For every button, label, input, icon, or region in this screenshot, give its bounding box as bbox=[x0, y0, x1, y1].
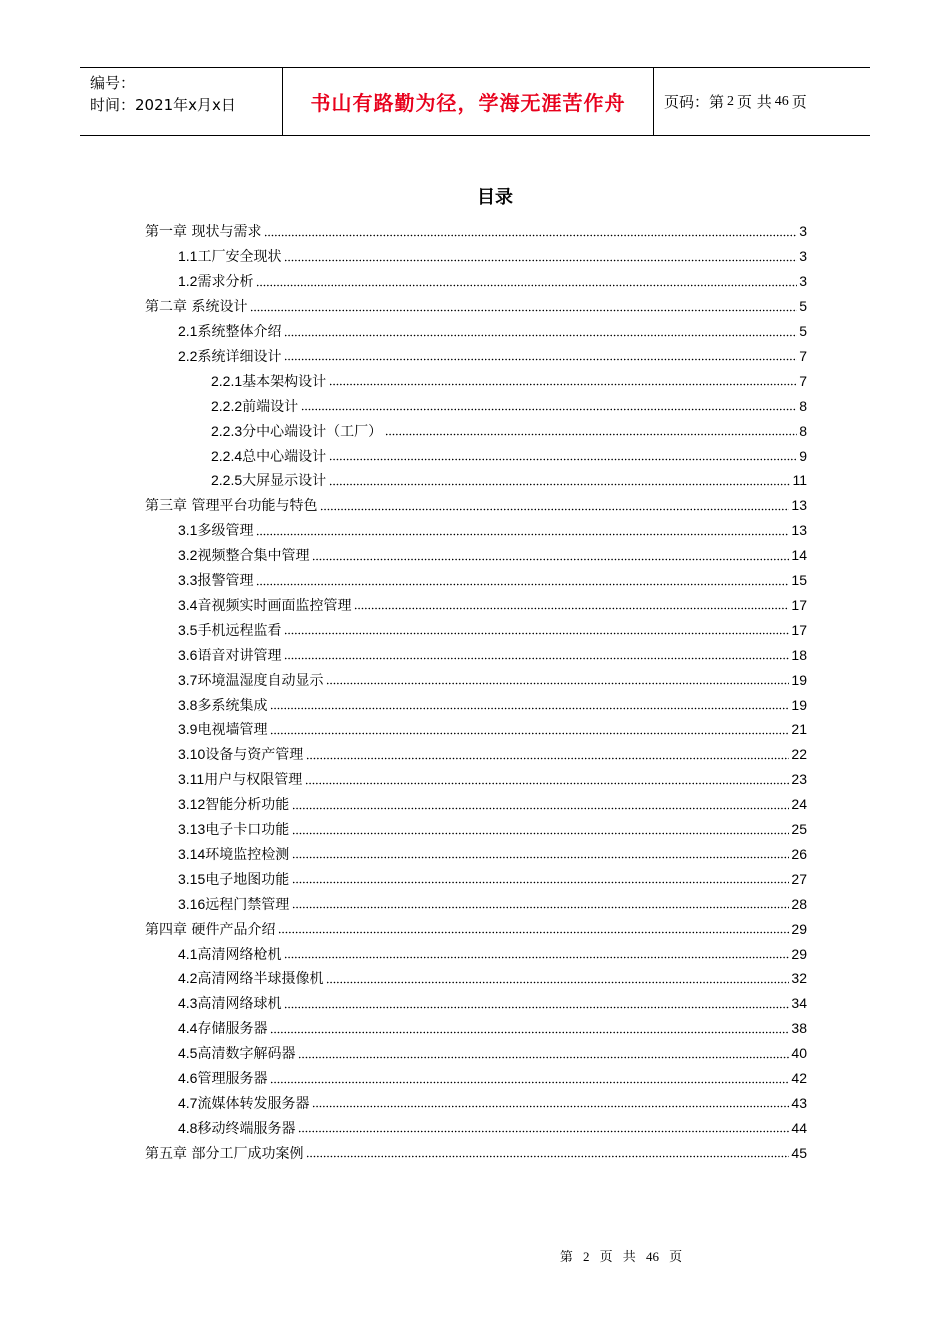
serial-label: 编号： bbox=[90, 74, 136, 92]
toc-entry-page: 45 bbox=[791, 1144, 807, 1161]
toc-entry-number: 3.8 bbox=[178, 696, 198, 713]
toc-dot-leader bbox=[292, 856, 789, 859]
toc-entry-number: 3.7 bbox=[178, 671, 198, 688]
toc-entry-page: 13 bbox=[791, 522, 807, 539]
footer-page: 2 bbox=[583, 1249, 590, 1264]
toc-entry-text: 第二章 系统设计 bbox=[145, 299, 248, 316]
toc-entry-number: 3.11 bbox=[178, 771, 205, 788]
toc-entry-text: 高清网络球机 bbox=[197, 996, 282, 1013]
toc-entry-text: 视频整合集中管理 bbox=[197, 548, 310, 565]
toc-dot-leader bbox=[270, 1081, 789, 1084]
toc-entry[interactable] bbox=[211, 368, 807, 393]
toc-entry-text: 流媒体转发服务器 bbox=[197, 1095, 310, 1112]
toc-entry-page: 28 bbox=[791, 895, 807, 912]
toc-entry-number: 2.2 bbox=[178, 347, 198, 364]
toc-dot-leader bbox=[292, 906, 789, 909]
toc-entry-page: 43 bbox=[791, 1094, 807, 1111]
toc-dot-leader bbox=[292, 807, 789, 810]
toc-entry-number: 1.2 bbox=[178, 273, 198, 290]
toc-entry-label bbox=[178, 670, 324, 690]
toc-entry-text: 第三章 管理平台功能与特色 bbox=[145, 498, 318, 515]
header-page-mid: 页 共 bbox=[737, 93, 772, 111]
toc-entry-page: 29 bbox=[791, 945, 807, 962]
toc-dot-leader bbox=[250, 309, 797, 312]
toc-entry-text: 系统整体介绍 bbox=[197, 324, 282, 341]
toc-dot-leader bbox=[292, 832, 789, 835]
toc-entry-text: 管理服务器 bbox=[197, 1071, 268, 1088]
toc-dot-leader bbox=[284, 657, 789, 660]
toc-entry-text: 高清网络枪机 bbox=[197, 946, 282, 963]
footer-prefix: 第 bbox=[559, 1250, 573, 1265]
toc-entry[interactable] bbox=[145, 294, 807, 319]
toc-dot-leader bbox=[306, 757, 789, 760]
toc-entry-page: 25 bbox=[791, 821, 807, 838]
toc-entry-text: 环境温湿度自动显示 bbox=[197, 672, 324, 689]
toc-entry-number: 2.2.4 bbox=[211, 447, 243, 464]
toc-entry[interactable] bbox=[178, 767, 807, 792]
toc-entry[interactable] bbox=[145, 493, 807, 518]
toc-entry-number: 2.2.2 bbox=[211, 397, 243, 414]
toc-dot-leader bbox=[329, 458, 797, 461]
toc-entry-label bbox=[178, 968, 324, 988]
toc-dot-leader bbox=[329, 483, 790, 486]
toc-entry-text: 电子卡口功能 bbox=[205, 822, 290, 839]
toc-entry[interactable] bbox=[178, 269, 807, 294]
toc-entry-text: 音视频实时画面监控管理 bbox=[197, 597, 352, 614]
toc-entry-text: 设备与资产管理 bbox=[205, 747, 304, 764]
toc-entry-text: 环境监控检测 bbox=[205, 846, 290, 863]
toc-entry[interactable] bbox=[178, 518, 807, 543]
toc-entry-label bbox=[145, 495, 318, 515]
toc-entry-label bbox=[211, 371, 327, 391]
toc-entry-label bbox=[178, 1068, 268, 1088]
toc-entry-page: 42 bbox=[791, 1070, 807, 1087]
toc-dot-leader bbox=[256, 533, 789, 536]
toc-entry-label bbox=[178, 744, 304, 764]
toc-dot-leader bbox=[354, 607, 789, 610]
toc-entry[interactable] bbox=[178, 1041, 807, 1066]
toc-entry[interactable] bbox=[178, 593, 807, 618]
toc-entry[interactable] bbox=[178, 866, 807, 891]
toc-entry[interactable] bbox=[178, 617, 807, 642]
toc-entry-number: 3.12 bbox=[178, 796, 206, 813]
footer-suffix: 页 bbox=[669, 1250, 683, 1265]
time-label: 时间：2021年x月x日 bbox=[90, 96, 236, 114]
toc-entry-page: 13 bbox=[791, 497, 807, 514]
toc-dot-leader bbox=[264, 234, 797, 237]
toc-entry[interactable] bbox=[178, 941, 807, 966]
toc-dot-leader bbox=[320, 508, 789, 511]
toc-entry[interactable] bbox=[178, 642, 807, 667]
toc-title: 目录 bbox=[477, 187, 513, 208]
toc-dot-leader bbox=[284, 632, 789, 635]
toc-entry-label bbox=[178, 944, 282, 964]
toc-dot-leader bbox=[312, 558, 789, 561]
toc-entry-number: 2.2.1 bbox=[211, 372, 243, 389]
toc-entry-label bbox=[178, 1043, 296, 1063]
toc-entry-number: 4.7 bbox=[178, 1094, 198, 1111]
header-page-info bbox=[654, 68, 870, 135]
toc-entry[interactable] bbox=[211, 468, 807, 493]
toc-entry-label bbox=[178, 570, 254, 590]
toc-entry-label bbox=[178, 869, 290, 889]
toc-dot-leader bbox=[270, 707, 789, 710]
toc-dot-leader bbox=[270, 732, 789, 735]
toc-entry[interactable] bbox=[178, 792, 807, 817]
toc-entry-page: 22 bbox=[791, 746, 807, 763]
toc-entry-page: 24 bbox=[791, 796, 807, 813]
toc-entry-page: 14 bbox=[791, 547, 807, 564]
toc-entry[interactable] bbox=[178, 1016, 807, 1041]
toc-dot-leader bbox=[385, 433, 797, 436]
toc-entry[interactable] bbox=[178, 1091, 807, 1116]
toc-entry-page: 29 bbox=[791, 920, 807, 937]
toc-entry[interactable] bbox=[178, 344, 807, 369]
toc-entry[interactable] bbox=[178, 742, 807, 767]
toc-entry-number: 2.2.5 bbox=[211, 472, 243, 489]
header-page-prefix: 页码：第 bbox=[664, 93, 725, 111]
toc-entry-text: 系统详细设计 bbox=[197, 348, 282, 365]
toc-entry-page: 19 bbox=[791, 696, 807, 713]
toc-entry-text: 第四章 硬件产品介绍 bbox=[145, 921, 276, 938]
footer-total: 46 bbox=[645, 1249, 659, 1264]
toc-entry[interactable] bbox=[211, 418, 807, 443]
toc-entry-page: 38 bbox=[791, 1020, 807, 1037]
toc-entry-label bbox=[211, 470, 327, 490]
toc-entry-number: 3.15 bbox=[178, 870, 206, 887]
toc-entry-text: 报警管理 bbox=[197, 573, 254, 590]
toc-entry-label bbox=[178, 794, 290, 814]
toc-entry-text: 高清网络半球摄像机 bbox=[197, 971, 324, 988]
toc-entry-number: 4.8 bbox=[178, 1119, 198, 1136]
page-header bbox=[80, 67, 870, 136]
toc-entry-page: 17 bbox=[791, 621, 807, 638]
toc-entry-text: 前端设计 bbox=[242, 398, 299, 415]
toc-entry[interactable] bbox=[178, 891, 807, 916]
toc-entry-text: 分中心端设计（工厂） bbox=[242, 423, 383, 440]
toc-entry-text: 需求分析 bbox=[197, 274, 254, 291]
toc-entry-text: 移动终端服务器 bbox=[197, 1120, 296, 1137]
header-page-num: 2 bbox=[727, 93, 735, 109]
toc-entry-page: 26 bbox=[791, 845, 807, 862]
toc-entry-number: 4.1 bbox=[178, 945, 198, 962]
toc-entry-page: 27 bbox=[791, 870, 807, 887]
toc-entry-page: 17 bbox=[791, 596, 807, 613]
toc-entry-page: 9 bbox=[799, 447, 807, 464]
toc-entry-page: 23 bbox=[791, 771, 807, 788]
toc-entry-page: 15 bbox=[791, 572, 807, 589]
toc-entry-number: 3.3 bbox=[178, 572, 198, 589]
toc-entry-text: 多系统集成 bbox=[197, 697, 268, 714]
toc-entry-label bbox=[145, 1143, 304, 1163]
toc-entry-label bbox=[211, 446, 327, 466]
toc-entry-number: 4.3 bbox=[178, 995, 198, 1012]
toc-entry-label bbox=[178, 1018, 268, 1038]
toc-entry[interactable] bbox=[178, 842, 807, 867]
toc-dot-leader bbox=[326, 981, 789, 984]
toc-entry-text: 电子地图功能 bbox=[205, 871, 290, 888]
toc-entry-page: 3 bbox=[799, 223, 807, 240]
toc-entry[interactable] bbox=[178, 667, 807, 692]
toc-entry[interactable] bbox=[178, 991, 807, 1016]
toc-entry-label bbox=[145, 296, 248, 316]
toc-entry[interactable] bbox=[178, 244, 807, 269]
toc-entry-text: 多级管理 bbox=[197, 523, 254, 540]
toc-dot-leader bbox=[284, 358, 797, 361]
toc-dot-leader bbox=[256, 284, 797, 287]
toc-entry-label bbox=[178, 271, 254, 291]
toc-entry-number: 4.6 bbox=[178, 1070, 198, 1087]
toc-entry-label bbox=[178, 620, 282, 640]
toc-entry-label bbox=[178, 321, 282, 341]
page-footer bbox=[0, 1246, 950, 1265]
toc-entry[interactable] bbox=[145, 219, 807, 244]
toc-entry-number: 4.2 bbox=[178, 970, 198, 987]
toc-dot-leader bbox=[278, 931, 789, 934]
toc-entry-text: 存储服务器 bbox=[197, 1021, 268, 1038]
toc-entry-label bbox=[178, 545, 310, 565]
toc-entry-page: 44 bbox=[791, 1119, 807, 1136]
toc-entry-label bbox=[178, 844, 290, 864]
toc-entry[interactable] bbox=[178, 717, 807, 742]
toc-dot-leader bbox=[298, 1130, 789, 1133]
toc-entry-page: 3 bbox=[799, 248, 807, 265]
toc-dot-leader bbox=[326, 682, 789, 685]
toc-entry-text: 电视墙管理 bbox=[197, 722, 268, 739]
toc-entry[interactable] bbox=[178, 319, 807, 344]
toc-entry-text: 大屏显示设计 bbox=[242, 473, 327, 490]
header-meta bbox=[80, 68, 282, 135]
toc-entry-label bbox=[145, 919, 276, 939]
toc-entry-page: 18 bbox=[791, 646, 807, 663]
toc-entry-label bbox=[145, 221, 262, 241]
toc-dot-leader bbox=[312, 1105, 789, 1108]
toc-entry-text: 第一章 现状与需求 bbox=[145, 224, 262, 241]
toc-dot-leader bbox=[284, 1006, 789, 1009]
toc-entry[interactable] bbox=[145, 916, 807, 941]
toc-entry[interactable] bbox=[178, 966, 807, 991]
toc-entry-number: 3.13 bbox=[178, 821, 206, 838]
toc-entry-label bbox=[178, 993, 282, 1013]
toc-entry-page: 40 bbox=[791, 1045, 807, 1062]
toc-entry-number: 3.10 bbox=[178, 746, 206, 763]
toc-entry-label bbox=[178, 894, 290, 914]
toc-entry-page: 5 bbox=[799, 298, 807, 315]
toc-dot-leader bbox=[305, 782, 789, 785]
toc-entry-label bbox=[211, 396, 299, 416]
toc-entry-number: 3.2 bbox=[178, 547, 198, 564]
toc-entry-text: 用户与权限管理 bbox=[204, 772, 303, 789]
toc-entry-text: 高清数字解码器 bbox=[197, 1046, 296, 1063]
toc-dot-leader bbox=[329, 383, 797, 386]
toc-entry-number: 3.16 bbox=[178, 895, 206, 912]
toc-entry-number: 3.14 bbox=[178, 845, 206, 862]
toc-entry-page: 5 bbox=[799, 323, 807, 340]
toc-entry-label bbox=[178, 819, 290, 839]
toc-dot-leader bbox=[284, 956, 789, 959]
toc-entry-label bbox=[178, 719, 268, 739]
toc-entry[interactable] bbox=[178, 692, 807, 717]
toc-entry-label bbox=[178, 520, 254, 540]
toc-entry-number: 3.5 bbox=[178, 621, 198, 638]
toc-dot-leader bbox=[284, 334, 797, 337]
toc-entry-number: 1.1 bbox=[178, 248, 198, 265]
toc-entry-number: 4.4 bbox=[178, 1020, 198, 1037]
header-page-total: 46 bbox=[774, 93, 789, 109]
toc-entry[interactable] bbox=[211, 443, 807, 468]
toc-dot-leader bbox=[301, 408, 797, 411]
toc-entry-page: 7 bbox=[799, 347, 807, 364]
toc-entry-label bbox=[178, 1118, 296, 1138]
toc-dot-leader bbox=[306, 1155, 789, 1158]
toc-entry[interactable] bbox=[178, 568, 807, 593]
toc-dot-leader bbox=[270, 1031, 789, 1034]
header-page-suffix: 页 bbox=[791, 93, 807, 111]
toc-entry-number: 3.9 bbox=[178, 721, 198, 738]
header-motto: 书山有路勤为径，学海无涯苦作舟 bbox=[282, 68, 654, 135]
toc-entry-page: 32 bbox=[791, 970, 807, 987]
toc-entry-label bbox=[178, 346, 282, 366]
toc-entry[interactable] bbox=[211, 393, 807, 418]
toc-entry-number: 2.2.3 bbox=[211, 422, 243, 439]
toc-entry[interactable] bbox=[178, 543, 807, 568]
toc-entry-label bbox=[178, 1093, 310, 1113]
toc-entry-page: 7 bbox=[799, 372, 807, 389]
toc-entry-page: 8 bbox=[799, 422, 807, 439]
toc-entry-page: 21 bbox=[791, 721, 807, 738]
toc-entry-label bbox=[211, 421, 383, 441]
toc-entry-label bbox=[178, 246, 282, 266]
toc-entry-text: 手机远程监看 bbox=[197, 622, 282, 639]
toc-entry-text: 语音对讲管理 bbox=[197, 647, 282, 664]
toc-entry-number: 3.1 bbox=[178, 522, 198, 539]
toc-entry-number: 3.6 bbox=[178, 646, 198, 663]
toc-entry-text: 工厂安全现状 bbox=[197, 249, 282, 266]
toc-entry-number: 4.5 bbox=[178, 1045, 198, 1062]
toc-entry[interactable] bbox=[178, 817, 807, 842]
toc-entry[interactable] bbox=[178, 1115, 807, 1140]
toc-entry-page: 8 bbox=[799, 397, 807, 414]
toc-entry-label bbox=[178, 645, 282, 665]
toc-dot-leader bbox=[292, 881, 789, 884]
toc-entry-number: 3.4 bbox=[178, 596, 198, 613]
toc-entry-text: 第五章 部分工厂成功案例 bbox=[145, 1145, 304, 1162]
toc-entry-text: 总中心端设计 bbox=[242, 448, 327, 465]
toc-entry-label bbox=[178, 695, 268, 715]
toc-entry[interactable] bbox=[145, 1140, 807, 1165]
toc-entry-page: 19 bbox=[791, 671, 807, 688]
toc-entry-label bbox=[178, 595, 352, 615]
toc-entry-text: 智能分析功能 bbox=[205, 797, 290, 814]
toc-dot-leader bbox=[298, 1056, 789, 1059]
toc-entry[interactable] bbox=[178, 1066, 807, 1091]
toc-dot-leader bbox=[284, 259, 797, 262]
toc-entry-page: 11 bbox=[792, 472, 807, 489]
toc-entry-text: 基本架构设计 bbox=[242, 373, 327, 390]
toc-dot-leader bbox=[256, 583, 789, 586]
toc-entry-text: 远程门禁管理 bbox=[205, 896, 290, 913]
footer-mid: 页 共 bbox=[599, 1250, 636, 1265]
toc-entry-number: 2.1 bbox=[178, 323, 198, 340]
toc-entry-page: 3 bbox=[799, 273, 807, 290]
toc-entry-label bbox=[178, 769, 303, 789]
toc-entry-page: 34 bbox=[791, 995, 807, 1012]
